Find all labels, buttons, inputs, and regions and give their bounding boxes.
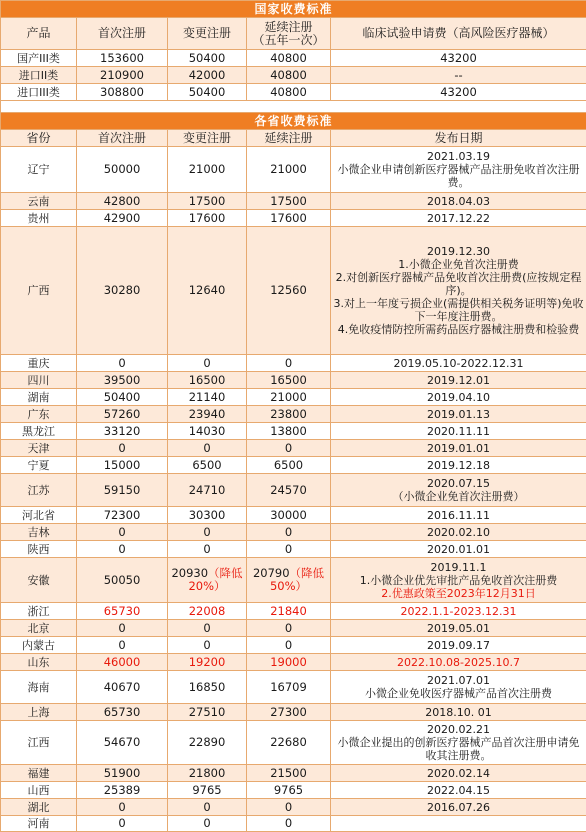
province-renew-cell [247, 704, 331, 721]
province-note-cell [331, 799, 586, 816]
province-name-cell: 天津 [1, 440, 77, 457]
province-renew-cell [247, 372, 331, 389]
province-name-cell: 河南 [1, 816, 77, 832]
province-first-cell: 46000 [77, 654, 168, 671]
province-change-cell [168, 507, 247, 524]
renew-discount-note: （降低50%） [270, 566, 324, 593]
province-renew-cell [247, 541, 331, 558]
province-name-cell: 北京 [1, 620, 77, 637]
province-name-cell: 湖南 [1, 389, 77, 406]
province-renew-cell [247, 440, 331, 457]
province-renew-cell [247, 816, 331, 832]
province-row-15 [1, 558, 586, 603]
national-renew-cell: 40800 [247, 50, 331, 67]
note-line: 2016.11.11 [333, 509, 584, 522]
province-note-cell [331, 372, 586, 389]
province-name-cell: 浙江 [1, 603, 77, 620]
province-row-8 [1, 423, 586, 440]
province-renew-cell [247, 782, 331, 799]
national-clinical-cell: 43200 [331, 84, 586, 101]
province-note-cell [331, 507, 586, 524]
province-renew-cell [247, 558, 331, 603]
province-renew-cell [247, 507, 331, 524]
note-line: 1.小微企业免首次注册费 [333, 258, 584, 271]
province-name-cell: 江苏 [1, 474, 77, 507]
note-line: 2019.04.10 [333, 391, 584, 404]
note-line: 2022.1.1-2023.12.31 [333, 605, 584, 618]
change-value: 20930 [171, 566, 208, 580]
change-value: 22890 [189, 735, 226, 749]
province-renew-cell [247, 423, 331, 440]
province-row-16 [1, 603, 586, 620]
province-change-cell [168, 389, 247, 406]
province-name-cell: 四川 [1, 372, 77, 389]
province-first-cell: 33120 [77, 423, 168, 440]
note-line: 2019.12.30 [333, 245, 584, 258]
province-row-2 [1, 210, 586, 227]
province-change-cell [168, 440, 247, 457]
province-row-3 [1, 227, 586, 355]
change-value: 0 [203, 621, 210, 635]
note-line: 2021.07.01 [333, 674, 584, 687]
national-change-cell: 50400 [168, 50, 247, 67]
change-value: 0 [203, 816, 210, 830]
province-note-cell [331, 541, 586, 558]
province-change-cell [168, 406, 247, 423]
province-change-cell [168, 721, 247, 765]
province-name-cell: 陕西 [1, 541, 77, 558]
province-name-cell: 山西 [1, 782, 77, 799]
province-row-24 [1, 782, 586, 799]
province-row-0 [1, 147, 586, 193]
note-line: 2016.07.26 [333, 801, 584, 814]
header-renewal-line: 延续注册 [249, 21, 328, 34]
renew-value: 21500 [270, 766, 307, 780]
province-name-cell: 上海 [1, 704, 77, 721]
note-line: 2020.02.21 [333, 723, 584, 736]
section-gap [1, 101, 586, 113]
province-change-cell [168, 372, 247, 389]
change-value: 22008 [189, 604, 226, 618]
renew-value: 0 [285, 800, 292, 814]
province-note-cell [331, 210, 586, 227]
province-first-cell: 15000 [77, 457, 168, 474]
note-line: 4.免收疫情防控所需药品医疗器械注册费和检验费 [333, 323, 584, 336]
province-renew-cell [247, 227, 331, 355]
national-product-cell: 国产III类 [1, 50, 77, 67]
province-renew-cell [247, 799, 331, 816]
renew-value: 6500 [274, 458, 303, 472]
province-name-cell: 山东 [1, 654, 77, 671]
header-clinical-trial-fee: 临床试验申请费（高风险医疗器械） [331, 18, 586, 50]
national-header-row [1, 18, 586, 50]
renew-value: 21000 [270, 390, 307, 404]
province-note-cell [331, 721, 586, 765]
province-note-cell [331, 440, 586, 457]
province-note-cell [331, 782, 586, 799]
national-first-cell: 308800 [77, 84, 168, 101]
province-note-cell [331, 406, 586, 423]
header-product: 产品 [1, 18, 77, 50]
note-line: 小微企业申请创新医疗器械产品注册免收首次注册费。 [333, 163, 584, 189]
province-change-cell [168, 704, 247, 721]
province-row-12 [1, 507, 586, 524]
change-value: 24710 [189, 483, 226, 497]
note-line: （小微企业免首次注册费） [333, 490, 584, 503]
province-note-cell [331, 671, 586, 704]
change-value: 27510 [189, 705, 226, 719]
change-value: 23940 [189, 407, 226, 421]
note-line: 2019.01.01 [333, 442, 584, 455]
change-value: 30300 [189, 508, 226, 522]
province-first-cell: 54670 [77, 721, 168, 765]
national-row [1, 50, 586, 67]
province-name-cell: 湖北 [1, 799, 77, 816]
province-first-cell: 39500 [77, 372, 168, 389]
change-value: 6500 [192, 458, 221, 472]
note-line: 2017.12.22 [333, 212, 584, 225]
note-line: 2020.02.14 [333, 767, 584, 780]
province-name-cell: 河北省 [1, 507, 77, 524]
province-first-cell: 72300 [77, 507, 168, 524]
change-value: 21800 [189, 766, 226, 780]
change-value: 9765 [192, 783, 221, 797]
province-first-cell: 0 [77, 541, 168, 558]
province-renew-cell [247, 457, 331, 474]
province-renew-cell [247, 603, 331, 620]
change-value: 14030 [189, 424, 226, 438]
header-first-registration: 首次注册 [77, 130, 168, 147]
change-value: 0 [203, 441, 210, 455]
province-row-14 [1, 541, 586, 558]
province-note-cell [331, 620, 586, 637]
province-name-cell: 贵州 [1, 210, 77, 227]
national-first-cell: 153600 [77, 50, 168, 67]
province-name-cell: 福建 [1, 765, 77, 782]
province-first-cell: 25389 [77, 782, 168, 799]
province-row-4 [1, 355, 586, 372]
province-note-cell [331, 389, 586, 406]
province-renew-cell [247, 620, 331, 637]
province-note-cell [331, 355, 586, 372]
note-line: 3.对上一年度亏损企业(需提供相关税务证明等)免收下一年度注册费。 [333, 297, 584, 323]
province-renew-cell [247, 637, 331, 654]
province-row-23 [1, 765, 586, 782]
province-change-cell [168, 193, 247, 210]
province-note-cell [331, 816, 586, 832]
national-section-title: 国家收费标准 [1, 1, 586, 18]
header-province: 省份 [1, 130, 77, 147]
province-name-cell: 内蒙古 [1, 637, 77, 654]
renew-value: 16709 [270, 680, 307, 694]
renew-value: 0 [285, 542, 292, 556]
header-change-registration: 变更注册 [168, 18, 247, 50]
change-value: 16850 [189, 680, 226, 694]
province-renew-cell [247, 671, 331, 704]
province-name-cell: 江西 [1, 721, 77, 765]
province-name-cell: 安徽 [1, 558, 77, 603]
province-change-cell [168, 558, 247, 603]
province-change-cell [168, 474, 247, 507]
province-row-18 [1, 637, 586, 654]
province-row-7 [1, 406, 586, 423]
change-value: 19200 [189, 655, 226, 669]
renew-value: 24570 [270, 483, 307, 497]
note-line: 1.小微企业优先审批产品免收首次注册费 [333, 574, 584, 587]
change-value: 0 [203, 525, 210, 539]
province-change-cell [168, 654, 247, 671]
national-title-row [1, 1, 586, 18]
change-value: 12640 [189, 283, 226, 297]
renew-value: 22680 [270, 735, 307, 749]
province-row-22 [1, 721, 586, 765]
province-first-cell: 0 [77, 637, 168, 654]
renew-value: 0 [285, 441, 292, 455]
renew-value: 21000 [270, 162, 307, 176]
change-value: 21000 [189, 162, 226, 176]
province-first-cell: 40670 [77, 671, 168, 704]
province-name-cell: 辽宁 [1, 147, 77, 193]
note-line: 2022.10.08-2025.10.7 [333, 656, 584, 669]
renew-value: 27300 [270, 705, 307, 719]
province-renew-cell [247, 147, 331, 193]
province-name-cell: 海南 [1, 671, 77, 704]
province-change-cell [168, 423, 247, 440]
renew-value: 17600 [270, 211, 307, 225]
header-first-registration: 首次注册 [77, 18, 168, 50]
province-first-cell: 65730 [77, 603, 168, 620]
header-renewal-registration: 延续注册 [247, 130, 331, 147]
province-first-cell: 0 [77, 799, 168, 816]
note-line: 2020.02.10 [333, 526, 584, 539]
province-note-cell [331, 227, 586, 355]
renew-value: 21840 [270, 604, 307, 618]
province-first-cell: 59150 [77, 474, 168, 507]
note-line: 2020.11.11 [333, 425, 584, 438]
province-renew-cell [247, 355, 331, 372]
province-name-cell: 云南 [1, 193, 77, 210]
province-first-cell: 30280 [77, 227, 168, 355]
province-first-cell: 0 [77, 816, 168, 832]
change-value: 21140 [189, 390, 226, 404]
province-renew-cell [247, 654, 331, 671]
province-first-cell: 0 [77, 620, 168, 637]
province-row-6 [1, 389, 586, 406]
note-line: 2019.12.01 [333, 374, 584, 387]
renew-value: 13800 [270, 424, 307, 438]
change-value: 17600 [189, 211, 226, 225]
renew-value: 30000 [270, 508, 307, 522]
change-discount-note: （降低20%） [188, 566, 242, 593]
renew-value: 9765 [274, 783, 303, 797]
change-value: 16500 [189, 373, 226, 387]
province-first-cell: 57260 [77, 406, 168, 423]
province-note-cell [331, 423, 586, 440]
national-row [1, 67, 586, 84]
province-note-cell [331, 558, 586, 603]
province-renew-cell [247, 193, 331, 210]
province-first-cell: 0 [77, 524, 168, 541]
change-value: 0 [203, 542, 210, 556]
provincial-section-title: 各省收费标准 [1, 113, 586, 130]
province-change-cell [168, 765, 247, 782]
province-first-cell: 0 [77, 355, 168, 372]
header-publish-date: 发布日期 [331, 130, 586, 147]
change-value: 0 [203, 638, 210, 652]
province-change-cell [168, 210, 247, 227]
province-name-cell: 广东 [1, 406, 77, 423]
renew-value: 16500 [270, 373, 307, 387]
province-first-cell: 0 [77, 440, 168, 457]
note-line: 2020.07.15 [333, 477, 584, 490]
change-value: 0 [203, 356, 210, 370]
note-line-highlight: 2.优惠政策至2023年12月31日 [333, 587, 584, 600]
renew-value: 0 [285, 816, 292, 830]
renew-value: 20790 [253, 566, 290, 580]
province-row-25 [1, 799, 586, 816]
header-renewal-line: （五年一次） [249, 34, 328, 47]
province-renew-cell [247, 765, 331, 782]
province-name-cell: 宁夏 [1, 457, 77, 474]
note-line: 2019.11.1 [333, 561, 584, 574]
renew-value: 0 [285, 356, 292, 370]
province-change-cell [168, 524, 247, 541]
national-product-cell: 进口III类 [1, 84, 77, 101]
province-note-cell [331, 603, 586, 620]
national-renew-cell: 40800 [247, 67, 331, 84]
province-row-13 [1, 524, 586, 541]
renew-value: 23800 [270, 407, 307, 421]
renew-value: 0 [285, 621, 292, 635]
province-note-cell [331, 524, 586, 541]
province-change-cell [168, 782, 247, 799]
province-first-cell: 50000 [77, 147, 168, 193]
province-name-cell: 广西 [1, 227, 77, 355]
province-row-17 [1, 620, 586, 637]
note-line: 小微企业免收医疗器械产品首次注册费 [333, 687, 584, 700]
province-renew-cell [247, 389, 331, 406]
province-renew-cell [247, 474, 331, 507]
province-row-21 [1, 704, 586, 721]
province-name-cell: 黑龙江 [1, 423, 77, 440]
province-change-cell [168, 603, 247, 620]
province-change-cell [168, 816, 247, 832]
province-change-cell [168, 541, 247, 558]
renew-value: 17500 [270, 194, 307, 208]
province-row-20 [1, 671, 586, 704]
province-renew-cell [247, 721, 331, 765]
note-line: 2022.04.15 [333, 784, 584, 797]
province-row-9 [1, 440, 586, 457]
province-first-cell: 50050 [77, 558, 168, 603]
header-change-registration: 变更注册 [168, 130, 247, 147]
note-line: 2019.09.17 [333, 639, 584, 652]
province-name-cell: 吉林 [1, 524, 77, 541]
province-renew-cell [247, 210, 331, 227]
change-value: 17500 [189, 194, 226, 208]
province-change-cell [168, 637, 247, 654]
province-row-5 [1, 372, 586, 389]
change-value: 0 [203, 800, 210, 814]
province-first-cell: 65730 [77, 704, 168, 721]
province-change-cell [168, 355, 247, 372]
note-line: 小微企业提出的创新医疗器械产品首次注册申请免收其注册费。 [333, 736, 584, 762]
province-renew-cell [247, 524, 331, 541]
header-renewal-registration [247, 18, 331, 50]
province-change-cell [168, 799, 247, 816]
note-line: 2019.01.13 [333, 408, 584, 421]
province-first-cell: 42800 [77, 193, 168, 210]
national-row [1, 84, 586, 101]
national-change-cell: 42000 [168, 67, 247, 84]
note-line: 2019.12.18 [333, 459, 584, 472]
provincial-header-row [1, 130, 586, 147]
province-row-19 [1, 654, 586, 671]
national-first-cell: 210900 [77, 67, 168, 84]
note-line: 2.对创新医疗器械产品免收首次注册费(应按规定程序)。 [333, 271, 584, 297]
note-line: 2018.10. 01 [333, 706, 584, 719]
renew-value: 19000 [270, 655, 307, 669]
province-note-cell [331, 637, 586, 654]
province-note-cell [331, 457, 586, 474]
province-row-11 [1, 474, 586, 507]
renew-value: 0 [285, 638, 292, 652]
national-clinical-cell: -- [331, 67, 586, 84]
province-note-cell [331, 474, 586, 507]
note-line: 2021.03.19 [333, 150, 584, 163]
province-row-10 [1, 457, 586, 474]
province-change-cell [168, 457, 247, 474]
provincial-title-row [1, 113, 586, 130]
province-note-cell [331, 147, 586, 193]
national-change-cell: 50400 [168, 84, 247, 101]
province-name-cell: 重庆 [1, 355, 77, 372]
province-renew-cell [247, 406, 331, 423]
province-first-cell: 51900 [77, 765, 168, 782]
province-change-cell [168, 671, 247, 704]
renew-value: 0 [285, 525, 292, 539]
renew-value: 12560 [270, 283, 307, 297]
national-renew-cell: 40800 [247, 84, 331, 101]
national-clinical-cell: 43200 [331, 50, 586, 67]
province-note-cell [331, 654, 586, 671]
note-line: 2019.05.01 [333, 622, 584, 635]
province-first-cell: 50400 [77, 389, 168, 406]
province-change-cell [168, 147, 247, 193]
section-gap-row [1, 101, 586, 113]
province-change-cell [168, 227, 247, 355]
note-line: 2019.05.10-2022.12.31 [333, 357, 584, 370]
province-change-cell [168, 620, 247, 637]
national-product-cell: 进口II类 [1, 67, 77, 84]
note-line: 2018.04.03 [333, 195, 584, 208]
province-note-cell [331, 765, 586, 782]
province-note-cell [331, 193, 586, 210]
province-row-1 [1, 193, 586, 210]
note-line: 2020.01.01 [333, 543, 584, 556]
province-first-cell: 42900 [77, 210, 168, 227]
province-note-cell [331, 704, 586, 721]
province-row-26 [1, 816, 586, 832]
